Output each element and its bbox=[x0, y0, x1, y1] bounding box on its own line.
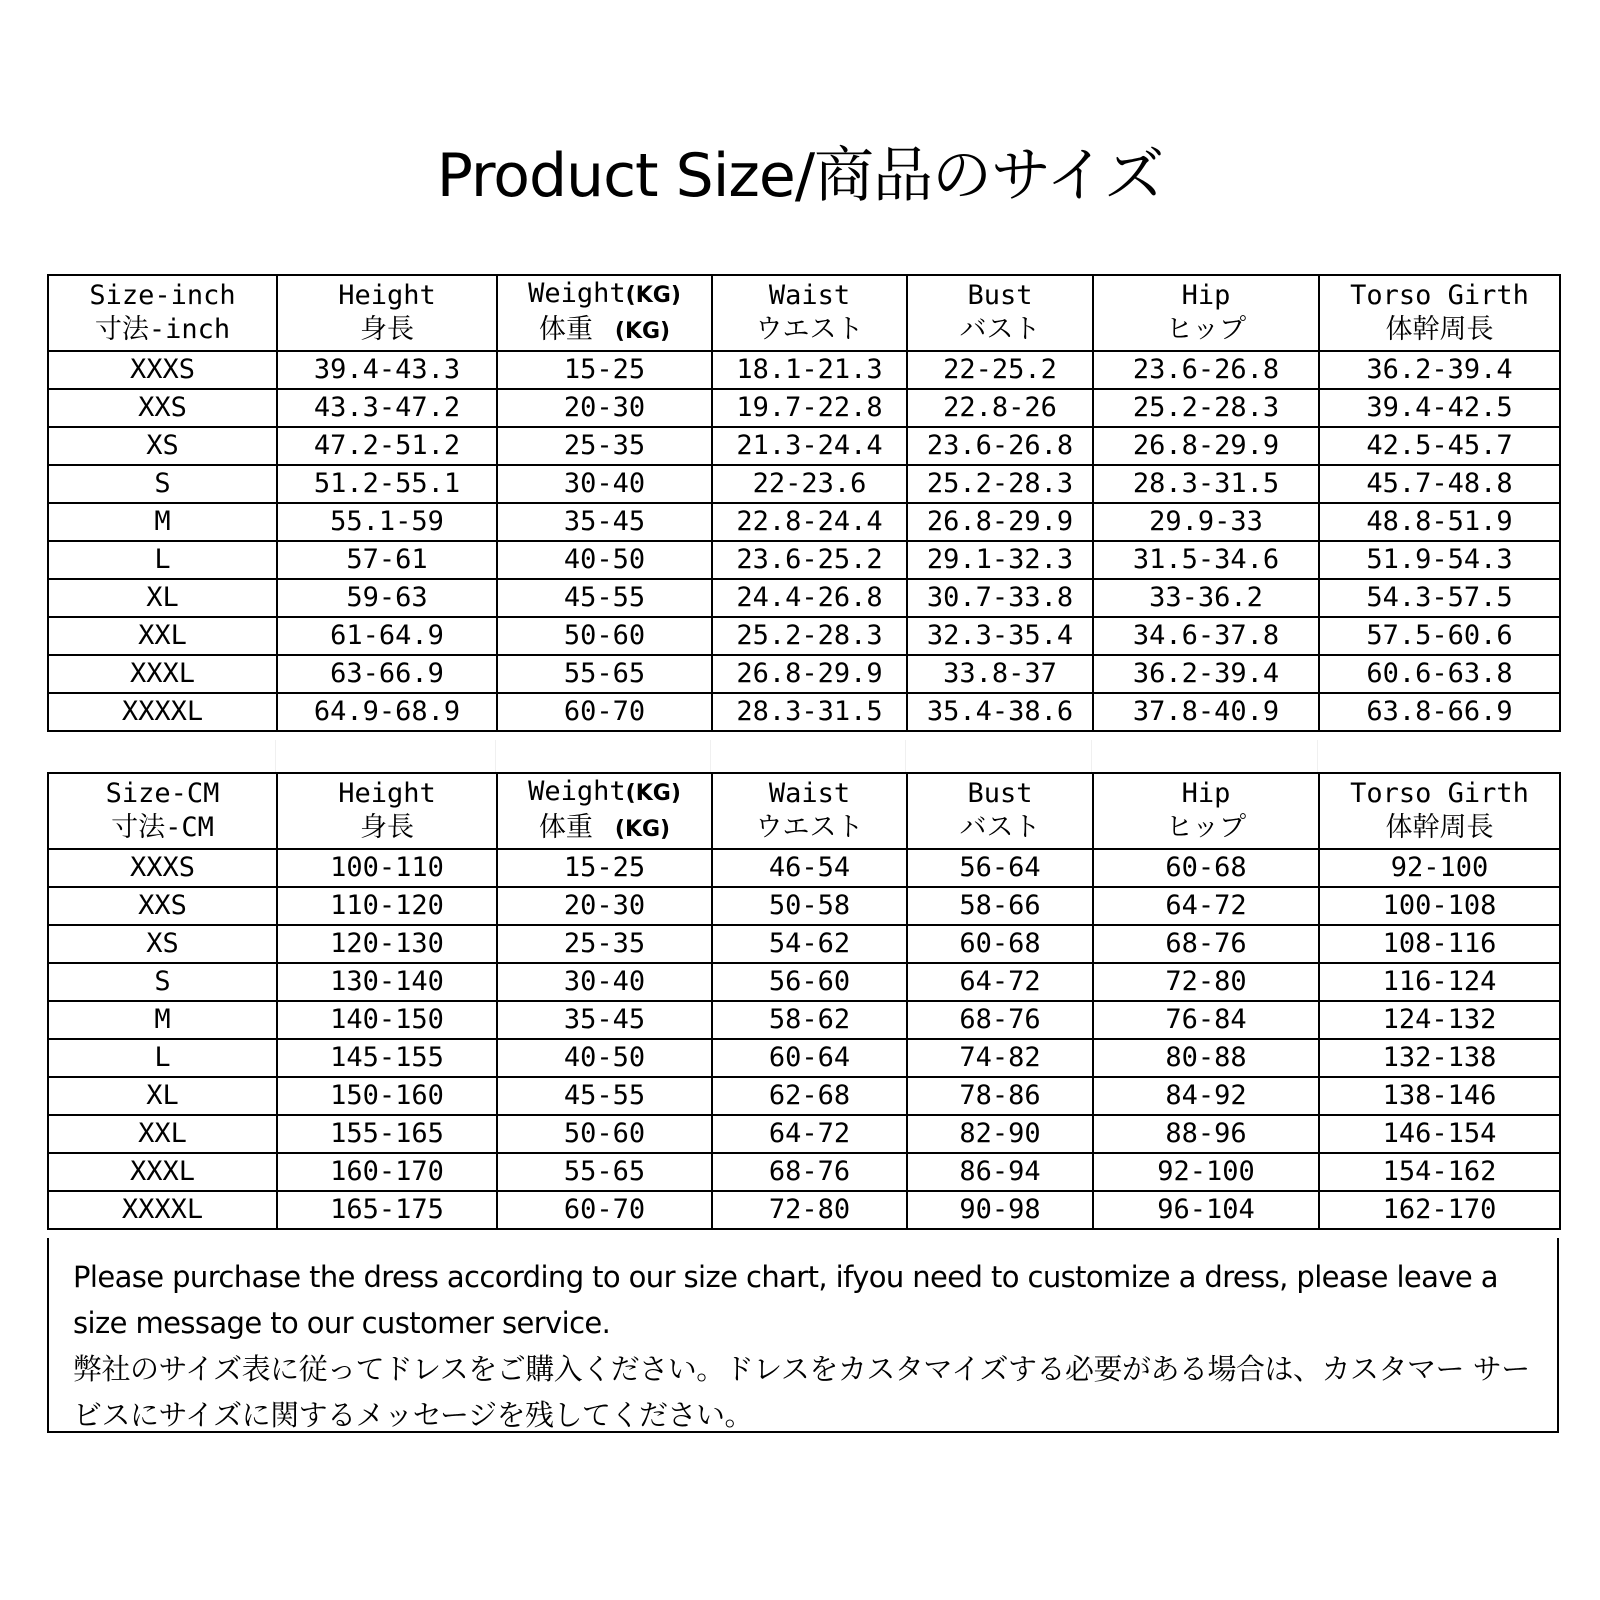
table-cell: 78-86 bbox=[907, 1077, 1093, 1115]
header-unit: (KG) bbox=[625, 283, 681, 308]
table-cell: 145-155 bbox=[277, 1039, 497, 1077]
cm-header-cell bbox=[907, 773, 1093, 849]
table-cell: 154-162 bbox=[1319, 1153, 1560, 1191]
inch-table-body bbox=[48, 351, 1560, 731]
header-label-jp: 身長 bbox=[360, 812, 414, 843]
header-label-en: Height bbox=[338, 280, 436, 311]
header-label bbox=[713, 279, 906, 313]
table-cell: 22.8-26 bbox=[907, 389, 1093, 427]
header-label-en: Weight bbox=[528, 776, 626, 807]
table-cell: 64-72 bbox=[712, 1115, 907, 1153]
header-label-jp: 体重 bbox=[538, 812, 593, 843]
table-cell: 51.9-54.3 bbox=[1319, 541, 1560, 579]
table-cell: 55.1-59 bbox=[277, 503, 497, 541]
table-cell: 29.9-33 bbox=[1093, 503, 1319, 541]
header-label-jp: バスト bbox=[959, 314, 1041, 345]
table-cell: 30-40 bbox=[497, 465, 712, 503]
table-cell: 45-55 bbox=[497, 579, 712, 617]
table-cell: 22-25.2 bbox=[907, 351, 1093, 389]
table-cell: 63.8-66.9 bbox=[1319, 693, 1560, 731]
table-cell: XXL bbox=[48, 617, 277, 655]
table-cell: 19.7-22.8 bbox=[712, 389, 907, 427]
table-cell: 68-76 bbox=[1093, 925, 1319, 963]
table-cell: 24.4-26.8 bbox=[712, 579, 907, 617]
cm-header-row bbox=[48, 773, 1560, 849]
table-cell: 48.8-51.9 bbox=[1319, 503, 1560, 541]
table-cell: 130-140 bbox=[277, 963, 497, 1001]
table-cell: 108-116 bbox=[1319, 925, 1560, 963]
inch-header-cell bbox=[277, 275, 497, 351]
table-cell: 47.2-51.2 bbox=[277, 427, 497, 465]
header-label-en: Torso Girth bbox=[1350, 778, 1529, 809]
table-cell: 84-92 bbox=[1093, 1077, 1319, 1115]
table-cell: 54.3-57.5 bbox=[1319, 579, 1560, 617]
table-row bbox=[48, 1153, 1560, 1191]
table-cell: 36.2-39.4 bbox=[1093, 655, 1319, 693]
table-cell: 100-110 bbox=[277, 849, 497, 887]
header-label-jp-line bbox=[713, 811, 906, 845]
table-row bbox=[48, 1191, 1560, 1229]
table-cell: 80-88 bbox=[1093, 1039, 1319, 1077]
header-label-en: Hip bbox=[1181, 280, 1231, 311]
table-cell: 62-68 bbox=[712, 1077, 907, 1115]
table-cell: 25.2-28.3 bbox=[712, 617, 907, 655]
table-cell: 21.3-24.4 bbox=[712, 427, 907, 465]
table-cell: 88-96 bbox=[1093, 1115, 1319, 1153]
table-cell: 90-98 bbox=[907, 1191, 1093, 1229]
header-label-jp: 身長 bbox=[360, 314, 414, 345]
header-label bbox=[908, 279, 1092, 313]
table-cell: 20-30 bbox=[497, 887, 712, 925]
table-row bbox=[48, 503, 1560, 541]
table-cell: 56-60 bbox=[712, 963, 907, 1001]
table-cell: 31.5-34.6 bbox=[1093, 541, 1319, 579]
table-cell: 92-100 bbox=[1093, 1153, 1319, 1191]
header-label-jp: ヒップ bbox=[1165, 314, 1247, 345]
header-label-jp-line bbox=[278, 313, 496, 347]
page-title: Product Size/商品のサイズ bbox=[436, 141, 1164, 211]
header-label-jp-line bbox=[49, 313, 276, 347]
header-label bbox=[1094, 777, 1318, 811]
table-row bbox=[48, 427, 1560, 465]
header-label-en: Height bbox=[338, 778, 436, 809]
cm-header-cell bbox=[48, 773, 277, 849]
header-label-jp-line bbox=[278, 811, 496, 845]
cm-size-table bbox=[47, 772, 1561, 1230]
table-cell: 64-72 bbox=[1093, 887, 1319, 925]
table-row bbox=[48, 1001, 1560, 1039]
table-row bbox=[48, 693, 1560, 731]
table-row bbox=[48, 389, 1560, 427]
table-cell: 23.6-26.8 bbox=[907, 427, 1093, 465]
table-cell: 86-94 bbox=[907, 1153, 1093, 1191]
cm-header-cell bbox=[1093, 773, 1319, 849]
table-cell: 23.6-25.2 bbox=[712, 541, 907, 579]
table-cell: 50-60 bbox=[497, 1115, 712, 1153]
table-cell: 43.3-47.2 bbox=[277, 389, 497, 427]
size-note bbox=[47, 1238, 1559, 1433]
table-cell: 57.5-60.6 bbox=[1319, 617, 1560, 655]
header-label-jp: ウエスト bbox=[755, 314, 864, 345]
table-cell: 28.3-31.5 bbox=[712, 693, 907, 731]
table-cell: M bbox=[48, 503, 277, 541]
table-row bbox=[48, 963, 1560, 1001]
table-cell: 33.8-37 bbox=[907, 655, 1093, 693]
header-label-en: Torso Girth bbox=[1350, 280, 1529, 311]
table-cell: 20-30 bbox=[497, 389, 712, 427]
note-japanese: 弊社のサイズ表に従ってドレスをご購入ください。ドレスをカスタマイズする必要がある場合は、カスタマー サービスにサイズに関するメッセージを残してください。 bbox=[73, 1352, 1530, 1432]
table-row bbox=[48, 655, 1560, 693]
header-label-jp: 寸法-inch bbox=[94, 314, 231, 345]
inch-header-cell bbox=[712, 275, 907, 351]
table-cell: 138-146 bbox=[1319, 1077, 1560, 1115]
header-label-jp: 寸法-CM bbox=[111, 812, 214, 843]
table-cell: XXXL bbox=[48, 1153, 277, 1191]
header-label bbox=[49, 279, 276, 313]
table-cell: XL bbox=[48, 579, 277, 617]
header-label-jp: 体幹周長 bbox=[1385, 812, 1494, 843]
table-cell: 82-90 bbox=[907, 1115, 1093, 1153]
table-cell: 120-130 bbox=[277, 925, 497, 963]
table-cell: 58-62 bbox=[712, 1001, 907, 1039]
header-label-jp: ウエスト bbox=[755, 812, 864, 843]
table-cell: XXXL bbox=[48, 655, 277, 693]
table-cell: XS bbox=[48, 427, 277, 465]
header-label-jp-line bbox=[1320, 313, 1559, 347]
table-cell: XXXXL bbox=[48, 1191, 277, 1229]
cm-header-cell bbox=[1319, 773, 1560, 849]
header-label bbox=[49, 777, 276, 811]
header-label-jp: 体重 bbox=[538, 314, 593, 345]
table-cell: 25.2-28.3 bbox=[1093, 389, 1319, 427]
header-label-jp-line bbox=[908, 313, 1092, 347]
inch-size-table bbox=[47, 274, 1561, 732]
table-cell: 60-70 bbox=[497, 1191, 712, 1229]
table-cell: 26.8-29.9 bbox=[907, 503, 1093, 541]
table-cell: 23.6-26.8 bbox=[1093, 351, 1319, 389]
table-cell: 25.2-28.3 bbox=[907, 465, 1093, 503]
table-cell: 58-66 bbox=[907, 887, 1093, 925]
cm-header-cell bbox=[712, 773, 907, 849]
header-label-jp-line bbox=[1094, 811, 1318, 845]
table-row bbox=[48, 1039, 1560, 1077]
table-row bbox=[48, 617, 1560, 655]
table-row bbox=[48, 849, 1560, 887]
table-cell: 124-132 bbox=[1319, 1001, 1560, 1039]
table-cell: XXL bbox=[48, 1115, 277, 1153]
table-cell: 40-50 bbox=[497, 1039, 712, 1077]
table-cell: 55-65 bbox=[497, 1153, 712, 1191]
header-unit: (KG) bbox=[614, 319, 671, 344]
table-cell: 60-70 bbox=[497, 693, 712, 731]
table-cell: 165-175 bbox=[277, 1191, 497, 1229]
table-cell: 42.5-45.7 bbox=[1319, 427, 1560, 465]
table-cell: XXS bbox=[48, 887, 277, 925]
table-cell: 39.4-43.3 bbox=[277, 351, 497, 389]
table-cell: 22.8-24.4 bbox=[712, 503, 907, 541]
inch-header-row bbox=[48, 275, 1560, 351]
table-cell: XXXXL bbox=[48, 693, 277, 731]
table-cell: 56-64 bbox=[907, 849, 1093, 887]
table-cell: 25-35 bbox=[497, 427, 712, 465]
table-cell: 60-68 bbox=[1093, 849, 1319, 887]
header-label-jp-line bbox=[498, 313, 711, 349]
table-row bbox=[48, 579, 1560, 617]
table-cell: S bbox=[48, 963, 277, 1001]
table-row bbox=[48, 887, 1560, 925]
inch-header-cell bbox=[48, 275, 277, 351]
table-cell: 50-58 bbox=[712, 887, 907, 925]
table-cell: 64-72 bbox=[907, 963, 1093, 1001]
table-cell: 59-63 bbox=[277, 579, 497, 617]
table-cell: 30.7-33.8 bbox=[907, 579, 1093, 617]
table-cell: 35-45 bbox=[497, 503, 712, 541]
table-cell: 162-170 bbox=[1319, 1191, 1560, 1229]
header-label-en: Size-inch bbox=[89, 280, 236, 311]
table-row bbox=[48, 541, 1560, 579]
table-cell: 60.6-63.8 bbox=[1319, 655, 1560, 693]
table-row bbox=[48, 925, 1560, 963]
table-cell: 28.3-31.5 bbox=[1093, 465, 1319, 503]
table-cell: 45.7-48.8 bbox=[1319, 465, 1560, 503]
header-label bbox=[498, 775, 711, 811]
header-label bbox=[498, 277, 711, 313]
header-label-jp: 体幹周長 bbox=[1385, 314, 1494, 345]
table-cell: 60-68 bbox=[907, 925, 1093, 963]
table-cell: 68-76 bbox=[712, 1153, 907, 1191]
inch-size-table-container bbox=[47, 274, 1559, 732]
table-cell: 22-23.6 bbox=[712, 465, 907, 503]
table-cell: 74-82 bbox=[907, 1039, 1093, 1077]
header-label bbox=[713, 777, 906, 811]
table-cell: 26.8-29.9 bbox=[1093, 427, 1319, 465]
inch-header-cell bbox=[1319, 275, 1560, 351]
header-label bbox=[278, 777, 496, 811]
table-cell: 57-61 bbox=[277, 541, 497, 579]
table-cell: 60-64 bbox=[712, 1039, 907, 1077]
header-label-en: Weight bbox=[528, 278, 626, 309]
table-cell: 61-64.9 bbox=[277, 617, 497, 655]
table-cell: 132-138 bbox=[1319, 1039, 1560, 1077]
table-row bbox=[48, 1115, 1560, 1153]
cm-size-table-container bbox=[47, 772, 1559, 1230]
table-cell: 72-80 bbox=[712, 1191, 907, 1229]
inch-header-cell bbox=[1093, 275, 1319, 351]
header-label-jp-line bbox=[713, 313, 906, 347]
table-cell: 68-76 bbox=[907, 1001, 1093, 1039]
table-cell: 15-25 bbox=[497, 849, 712, 887]
table-cell: 30-40 bbox=[497, 963, 712, 1001]
table-cell: 46-54 bbox=[712, 849, 907, 887]
inch-header-cell bbox=[497, 275, 712, 351]
header-label-en: Waist bbox=[768, 778, 851, 809]
cm-table-body bbox=[48, 849, 1560, 1229]
table-cell: 150-160 bbox=[277, 1077, 497, 1115]
table-cell: S bbox=[48, 465, 277, 503]
inch-header-cell bbox=[907, 275, 1093, 351]
header-label-en: Waist bbox=[768, 280, 851, 311]
table-cell: L bbox=[48, 1039, 277, 1077]
table-row bbox=[48, 465, 1560, 503]
table-row bbox=[48, 351, 1560, 389]
header-label bbox=[1320, 279, 1559, 313]
header-label bbox=[1320, 777, 1559, 811]
header-label-en: Bust bbox=[967, 280, 1033, 311]
table-cell: 35.4-38.6 bbox=[907, 693, 1093, 731]
table-cell: 76-84 bbox=[1093, 1001, 1319, 1039]
header-label-jp: バスト bbox=[959, 812, 1041, 843]
note-english: Please purchase the dress according to our size chart, ifyou need to customize a dress, please leave a size message to our customer service. bbox=[73, 1260, 1498, 1340]
table-cell: XXS bbox=[48, 389, 277, 427]
table-cell: XL bbox=[48, 1077, 277, 1115]
header-label bbox=[1094, 279, 1318, 313]
table-cell: 146-154 bbox=[1319, 1115, 1560, 1153]
table-cell: 54-62 bbox=[712, 925, 907, 963]
table-cell: 35-45 bbox=[497, 1001, 712, 1039]
header-unit: (KG) bbox=[614, 817, 671, 842]
table-cell: XXXS bbox=[48, 351, 277, 389]
cm-header-cell bbox=[497, 773, 712, 849]
table-cell: 96-104 bbox=[1093, 1191, 1319, 1229]
header-unit: (KG) bbox=[625, 781, 681, 806]
table-cell: 160-170 bbox=[277, 1153, 497, 1191]
header-label-jp-line bbox=[908, 811, 1092, 845]
table-cell: 25-35 bbox=[497, 925, 712, 963]
header-label-en: Bust bbox=[967, 778, 1033, 809]
table-cell: 155-165 bbox=[277, 1115, 497, 1153]
table-cell: 26.8-29.9 bbox=[712, 655, 907, 693]
table-separator bbox=[47, 740, 1559, 772]
table-cell: 34.6-37.8 bbox=[1093, 617, 1319, 655]
table-cell: XXXS bbox=[48, 849, 277, 887]
table-cell: 63-66.9 bbox=[277, 655, 497, 693]
table-cell: 116-124 bbox=[1319, 963, 1560, 1001]
table-cell: 110-120 bbox=[277, 887, 497, 925]
table-cell: 50-60 bbox=[497, 617, 712, 655]
header-label bbox=[278, 279, 496, 313]
table-cell: 64.9-68.9 bbox=[277, 693, 497, 731]
header-label-jp-line bbox=[498, 811, 711, 847]
table-cell: 29.1-32.3 bbox=[907, 541, 1093, 579]
header-label-en: Size-CM bbox=[105, 778, 220, 809]
table-cell: 39.4-42.5 bbox=[1319, 389, 1560, 427]
table-cell: 92-100 bbox=[1319, 849, 1560, 887]
header-label-en: Hip bbox=[1181, 778, 1231, 809]
table-cell: 140-150 bbox=[277, 1001, 497, 1039]
table-cell: 18.1-21.3 bbox=[712, 351, 907, 389]
table-cell: L bbox=[48, 541, 277, 579]
header-label-jp-line bbox=[1320, 811, 1559, 845]
table-cell: M bbox=[48, 1001, 277, 1039]
table-cell: 45-55 bbox=[497, 1077, 712, 1115]
header-label-jp: ヒップ bbox=[1165, 812, 1247, 843]
table-cell: 37.8-40.9 bbox=[1093, 693, 1319, 731]
header-label-jp-line bbox=[1094, 313, 1318, 347]
cm-header-cell bbox=[277, 773, 497, 849]
table-cell: 55-65 bbox=[497, 655, 712, 693]
table-cell: 33-36.2 bbox=[1093, 579, 1319, 617]
table-cell: 15-25 bbox=[497, 351, 712, 389]
table-cell: 72-80 bbox=[1093, 963, 1319, 1001]
table-cell: 32.3-35.4 bbox=[907, 617, 1093, 655]
table-cell: 36.2-39.4 bbox=[1319, 351, 1560, 389]
header-label-jp-line bbox=[49, 811, 276, 845]
table-cell: XS bbox=[48, 925, 277, 963]
table-cell: 51.2-55.1 bbox=[277, 465, 497, 503]
header-label bbox=[908, 777, 1092, 811]
table-row bbox=[48, 1077, 1560, 1115]
table-cell: 40-50 bbox=[497, 541, 712, 579]
table-cell: 100-108 bbox=[1319, 887, 1560, 925]
